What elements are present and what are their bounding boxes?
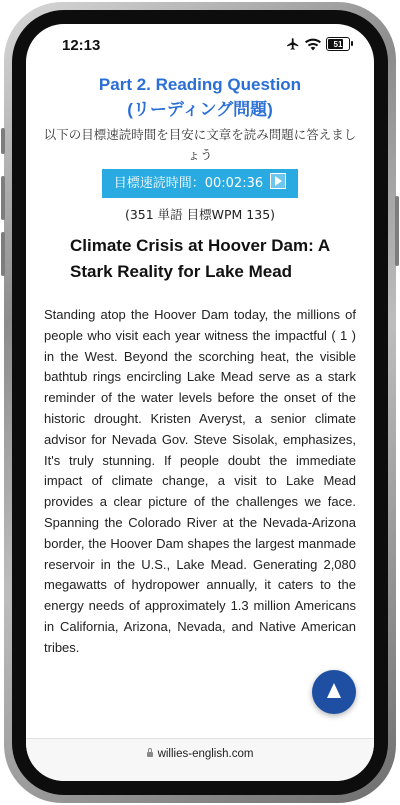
reading-timer-label: 目標速読時間：00:02:36 <box>113 176 264 191</box>
article-title: Climate Crisis at Hoover Dam: A Stark Reality for Lake Mead <box>70 236 330 281</box>
wifi-icon <box>305 38 321 51</box>
article-body <box>44 305 356 659</box>
url-text <box>147 748 254 760</box>
instruction-text: 以下の目標速読時間を目安に文章を読み問題に答えましょう <box>43 127 357 162</box>
power-button <box>395 196 399 266</box>
browser-url-bar[interactable] <box>26 738 374 781</box>
scroll-to-top-button[interactable] <box>312 670 356 714</box>
url-value: willies-english.com <box>157 748 254 760</box>
lock-icon <box>147 752 153 757</box>
status-bar <box>26 24 374 68</box>
status-time: 12:13 <box>62 37 101 54</box>
battery-level: 51 <box>333 40 343 49</box>
volume-down-button <box>1 232 5 276</box>
page-title-line2: (リーディング問題) <box>127 100 273 119</box>
article-paragraph: Standing atop the Hoover Dam today, the millions of people who visit each year witness the impactful ( 1 ) in the West. Beyond the scorching heat, the visible bathtub rings encircling Lake Mead serve as a stark reminder of the water levels before the onset of the historic drought. Kristen Averyst, a senior climate advisor for Nevada Gov. Steve Sisolak, emphasizes, It's truly stunning. If people doubt the immediate impact of climate change, a visit to Lake Mead provides a clear picture of the challenges we face. Spanning the Colorado River at the Nevada-Arizona border, the Hoover Dam shapes the largest manmade reservoir in the U.S., Lake Mead. Generating 2,080 megawatts of hydropower annually, it caters to the energy needs of approximately 1.3 million Americans in California, Arizona, Nevada, and Native American tribes. <box>44 307 356 655</box>
page-title-line1: Part 2. Reading Question <box>98 75 302 94</box>
play-icon[interactable] <box>270 173 286 189</box>
screen <box>26 24 374 781</box>
word-count: (351 単語 目標WPM 135) <box>124 207 276 222</box>
mute-switch <box>1 128 5 154</box>
airplane-icon <box>286 37 300 51</box>
timer-wrap <box>26 169 374 198</box>
status-icons <box>286 37 350 51</box>
page-content <box>26 68 374 675</box>
reading-timer-button[interactable] <box>102 169 299 198</box>
battery-icon <box>326 37 350 51</box>
page-title <box>26 72 374 122</box>
volume-up-button <box>1 176 5 220</box>
